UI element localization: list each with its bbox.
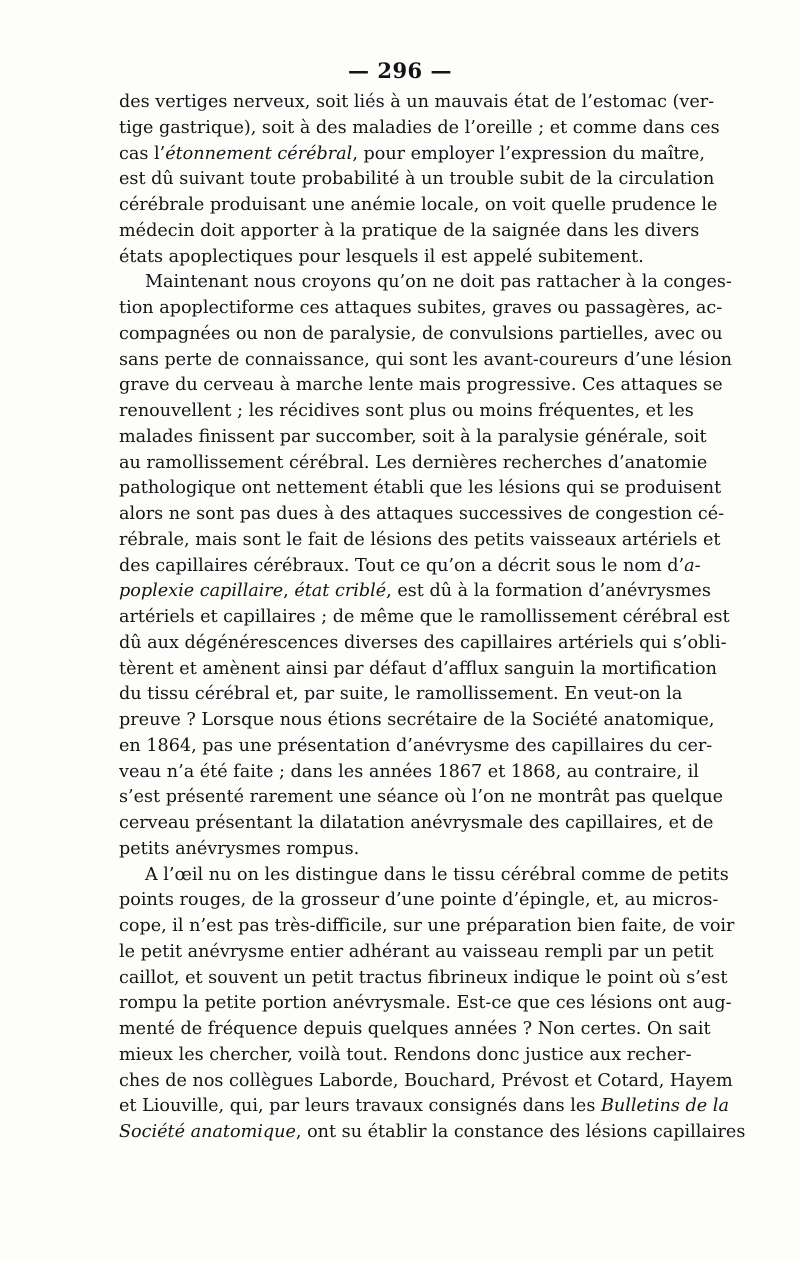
text-line: dû aux dégénérescences diverses des capillaires artériels qui s’obli- (119, 632, 727, 653)
text-line: compagnées ou non de paralysie, de convulsions partielles, avec ou (119, 323, 723, 344)
text-line: rébrale, mais sont le fait de lésions des petits vaisseaux artériels et (119, 529, 721, 550)
text-line: tion apoplectiforme ces attaques subites, graves ou passagères, ac- (119, 298, 723, 318)
text-line: menté de fréquence depuis quelques années ? Non certes. On sait (119, 1019, 711, 1039)
text-line: pathologique ont nettement établi que les lésions qui se produisent (119, 478, 722, 499)
text-line: est dû suivant toute probabilité à un trouble subit de la circulation (119, 169, 715, 190)
text-line: tige gastrique), soit à des maladies de l’oreille ; et comme dans ces (119, 117, 720, 138)
text-line: sans perte de connaissance, qui sont les avant-coureurs d’une lésion (119, 349, 732, 370)
text-line: Société anatomique, ont su établir la constance des lésions capillaires (119, 1122, 746, 1142)
text-line: artériels et capillaires ; de même que le ramollissement cérébral est (119, 607, 730, 627)
text-line: cérébrale produisant une anémie locale, on voit quelle prudence le (119, 195, 718, 215)
text-line: Maintenant nous croyons qu’on ne doit pas rattacher à la conges- (145, 272, 732, 293)
text-line: cas l’étonnement cérébral, pour employer l’expression du maître, (119, 143, 705, 164)
text-line: médecin doit apporter à la pratique de la saignée dans les divers (119, 220, 700, 241)
text-line: tèrent et amènent ainsi par défaut d’afflux sanguin la mortification (119, 658, 717, 679)
text-line: en 1864, pas une présentation d’anévrysme des capillaires du cer- (119, 735, 713, 756)
body-text (119, 90, 746, 1146)
text-line: des vertiges nerveux, soit liés à un mauvais état de l’estomac (ver- (119, 92, 715, 112)
text-line: preuve ? Lorsque nous étions secrétaire de la Société anatomique, (119, 710, 715, 730)
text-line: caillot, et souvent un petit tractus fibrineux indique le point où s’est (119, 967, 728, 988)
text-line: et Liouville, qui, par leurs travaux consignés dans les Bulletins de la (119, 1096, 729, 1117)
text-line: poplexie capillaire, état criblé, est dû à la formation d’anévrysmes (119, 581, 711, 602)
text-line: ches de nos collègues Laborde, Bouchard, Prévost et Cotard, Hayem (119, 1070, 733, 1091)
text-line: du tissu cérébral et, par suite, le ramollissement. En veut-on la (119, 684, 683, 705)
text-line: mieux les chercher, voilà tout. Rendons donc justice aux recher- (119, 1044, 692, 1065)
text-line: petits anévrysmes rompus. (119, 838, 360, 859)
text-line: états apoplectiques pour lesquels il est appelé subitement. (119, 246, 644, 267)
text-line: cerveau présentant la dilatation anévrysmale des capillaires, et de (119, 813, 714, 833)
text-line: renouvellent ; les récidives sont plus ou moins fréquentes, et les (119, 401, 694, 421)
text-line: A l’œil nu on les distingue dans le tissu cérébral comme de petits (145, 864, 729, 885)
text-line: rompu la petite portion anévrysmale. Est-ce que ces lésions ont aug- (119, 993, 732, 1014)
text-line: au ramollissement cérébral. Les dernières recherches d’anatomie (119, 452, 708, 473)
text-line: veau n’a été faite ; dans les années 1867 et 1868, au contraire, il (119, 761, 699, 782)
text-line: s’est présenté rarement une séance où l’on ne montrât pas quelque (119, 787, 724, 808)
text-line: cope, il n’est pas très-difficile, sur une préparation bien faite, de voir (119, 916, 735, 936)
page-number: — 296 — (348, 58, 452, 83)
text-line: alors ne sont pas dues à des attaques successives de congestion cé- (119, 504, 725, 524)
text-line: malades finissent par succomber, soit à la paralysie générale, soit (119, 426, 707, 447)
text-line: le petit anévrysme entier adhérant au vaisseau rempli par un petit (119, 941, 714, 962)
text-line: points rouges, de la grosseur d’une pointe d’épingle, et, au micros- (119, 890, 719, 911)
text-line: grave du cerveau à marche lente mais progressive. Ces attaques se (119, 375, 723, 396)
text-line: des capillaires cérébraux. Tout ce qu’on a décrit sous le nom d’a- (119, 555, 701, 576)
